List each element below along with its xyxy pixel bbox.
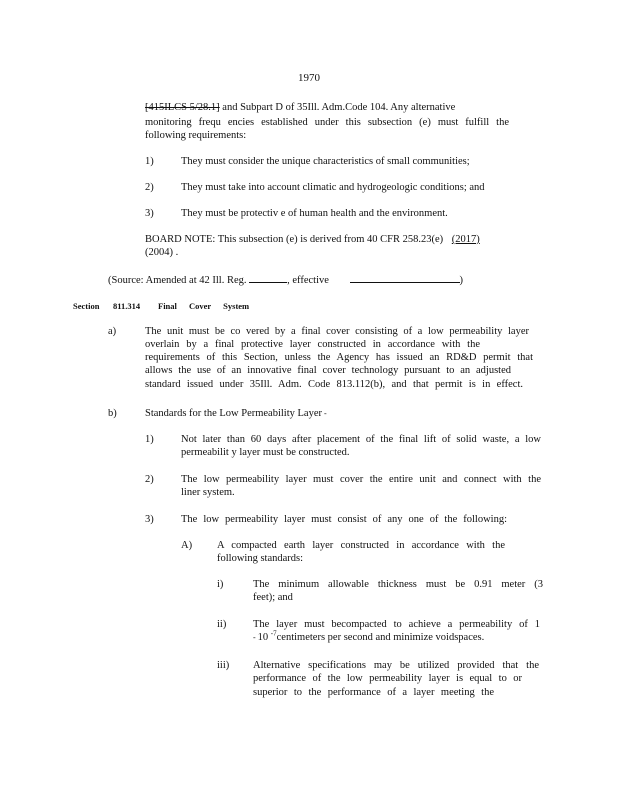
page-number: 1970 [298,72,320,84]
b-item-label: 1) [145,434,154,445]
roman-item-line: The layer must becompacted to achieve a permeability of 1 [253,619,540,630]
roman-item-label: i) [217,579,224,590]
para-b-trailing: - [322,409,327,418]
para-a-line: overlain by a final protective layer constructed in accordance with the [145,339,480,350]
sub-a-line: A compacted earth layer constructed in accordance with the [217,540,505,551]
para-a-line: standard issued under 35Ill. Adm. Code 813.112(b), and that permit is in effect. [145,379,523,390]
para-b-heading [145,407,365,420]
board-note-text: BOARD NOTE: This subsection (e) is derived from 40 CFR 258.23(e) [145,234,444,245]
b-item-line: permeabilit y layer must be constructed. [181,447,350,458]
intro-line-2: monitoring frequ encies established under this subsection (e) must fulfill the [145,117,509,128]
roman-item-label: ii) [217,619,227,630]
permeability-exponent: -7 [270,629,277,638]
reg-volume-blank [249,273,287,283]
para-a-line: requirements of this Section, unless the Agency has issued an RD&D permit that [145,352,533,363]
para-b-text: Standards for the Low Permeability Layer [145,408,322,419]
para-b-label: b) [108,408,117,419]
b-item-line: Not later than 60 days after placement of the final lift of solid waste, a low [181,434,541,445]
board-note [145,233,535,246]
para-a-line: The unit must be co vered by a final cover consisting of a low permeability layer [145,326,529,337]
sub-a-label: A) [181,540,193,551]
roman-item-line: The minimum allowable thickness must be 0.91 meter (3 [253,579,543,590]
roman-item-line: feet); and [253,592,293,603]
section-title: Final Cover System [158,301,250,311]
roman-item-line: performance of the low permeability layer is equal to or [253,673,522,684]
section-label: Section [73,301,100,311]
req-item-label: 3) [145,208,154,219]
req-item-label: 1) [145,156,154,167]
b-item-line: The low permeability layer must cover the entire unit and connect with the [181,474,541,485]
b-item-line: The low permeability layer must consist of any one of the following: [181,514,507,525]
sub-a-line: following standards: [217,553,304,564]
req-item-text: They must be protectiv e of human health and the environment. [181,208,448,219]
source-prefix: (Source: Amended at 42 Ill. Reg. [108,275,247,286]
source-close: ) [459,275,464,286]
source-note [108,273,548,287]
board-note-amended-year: (2017) [451,234,480,245]
roman-item-label: iii) [217,660,230,671]
section-number: 811.314 [113,301,141,311]
req-item-label: 2) [145,182,154,193]
permeability-base: 10 [257,632,269,643]
roman-item-line: superior to the performance of a layer meeting the [253,687,494,698]
b-item-label: 2) [145,474,154,485]
b-item-label: 3) [145,514,154,525]
b-item-line: liner system. [181,487,235,498]
req-item-text: They must take into account climatic and hydrogeologic conditions; and [181,182,485,193]
roman-item-line: Alternative specifications may be utilized provided that the [253,660,539,671]
intro-line-1 [145,101,509,114]
effective-date-blank [350,273,460,283]
req-item-text: They must consider the unique characteristics of small communities; [181,156,470,167]
source-effective: , effective [287,275,329,286]
permeability-rest: centimeters per second and minimize voidspaces. [276,632,485,643]
struck-citation: [415ILCS 5/28.1] [145,102,220,113]
intro-line-3: following requirements: [145,130,247,141]
para-a-label: a) [108,326,117,337]
para-a-line: allows the use of an innovative final cover technology pursuant to an adjusted [145,365,511,376]
roman-item-line-2: - 10 $^{-7}$centimeters per second and minimize voidspaces. [253,629,485,643]
intro-line-1-rest: and Subpart D of 35Ill. Adm.Code 104. Any alternative [219,102,456,113]
board-note-old-year: (2004) . [145,247,179,258]
